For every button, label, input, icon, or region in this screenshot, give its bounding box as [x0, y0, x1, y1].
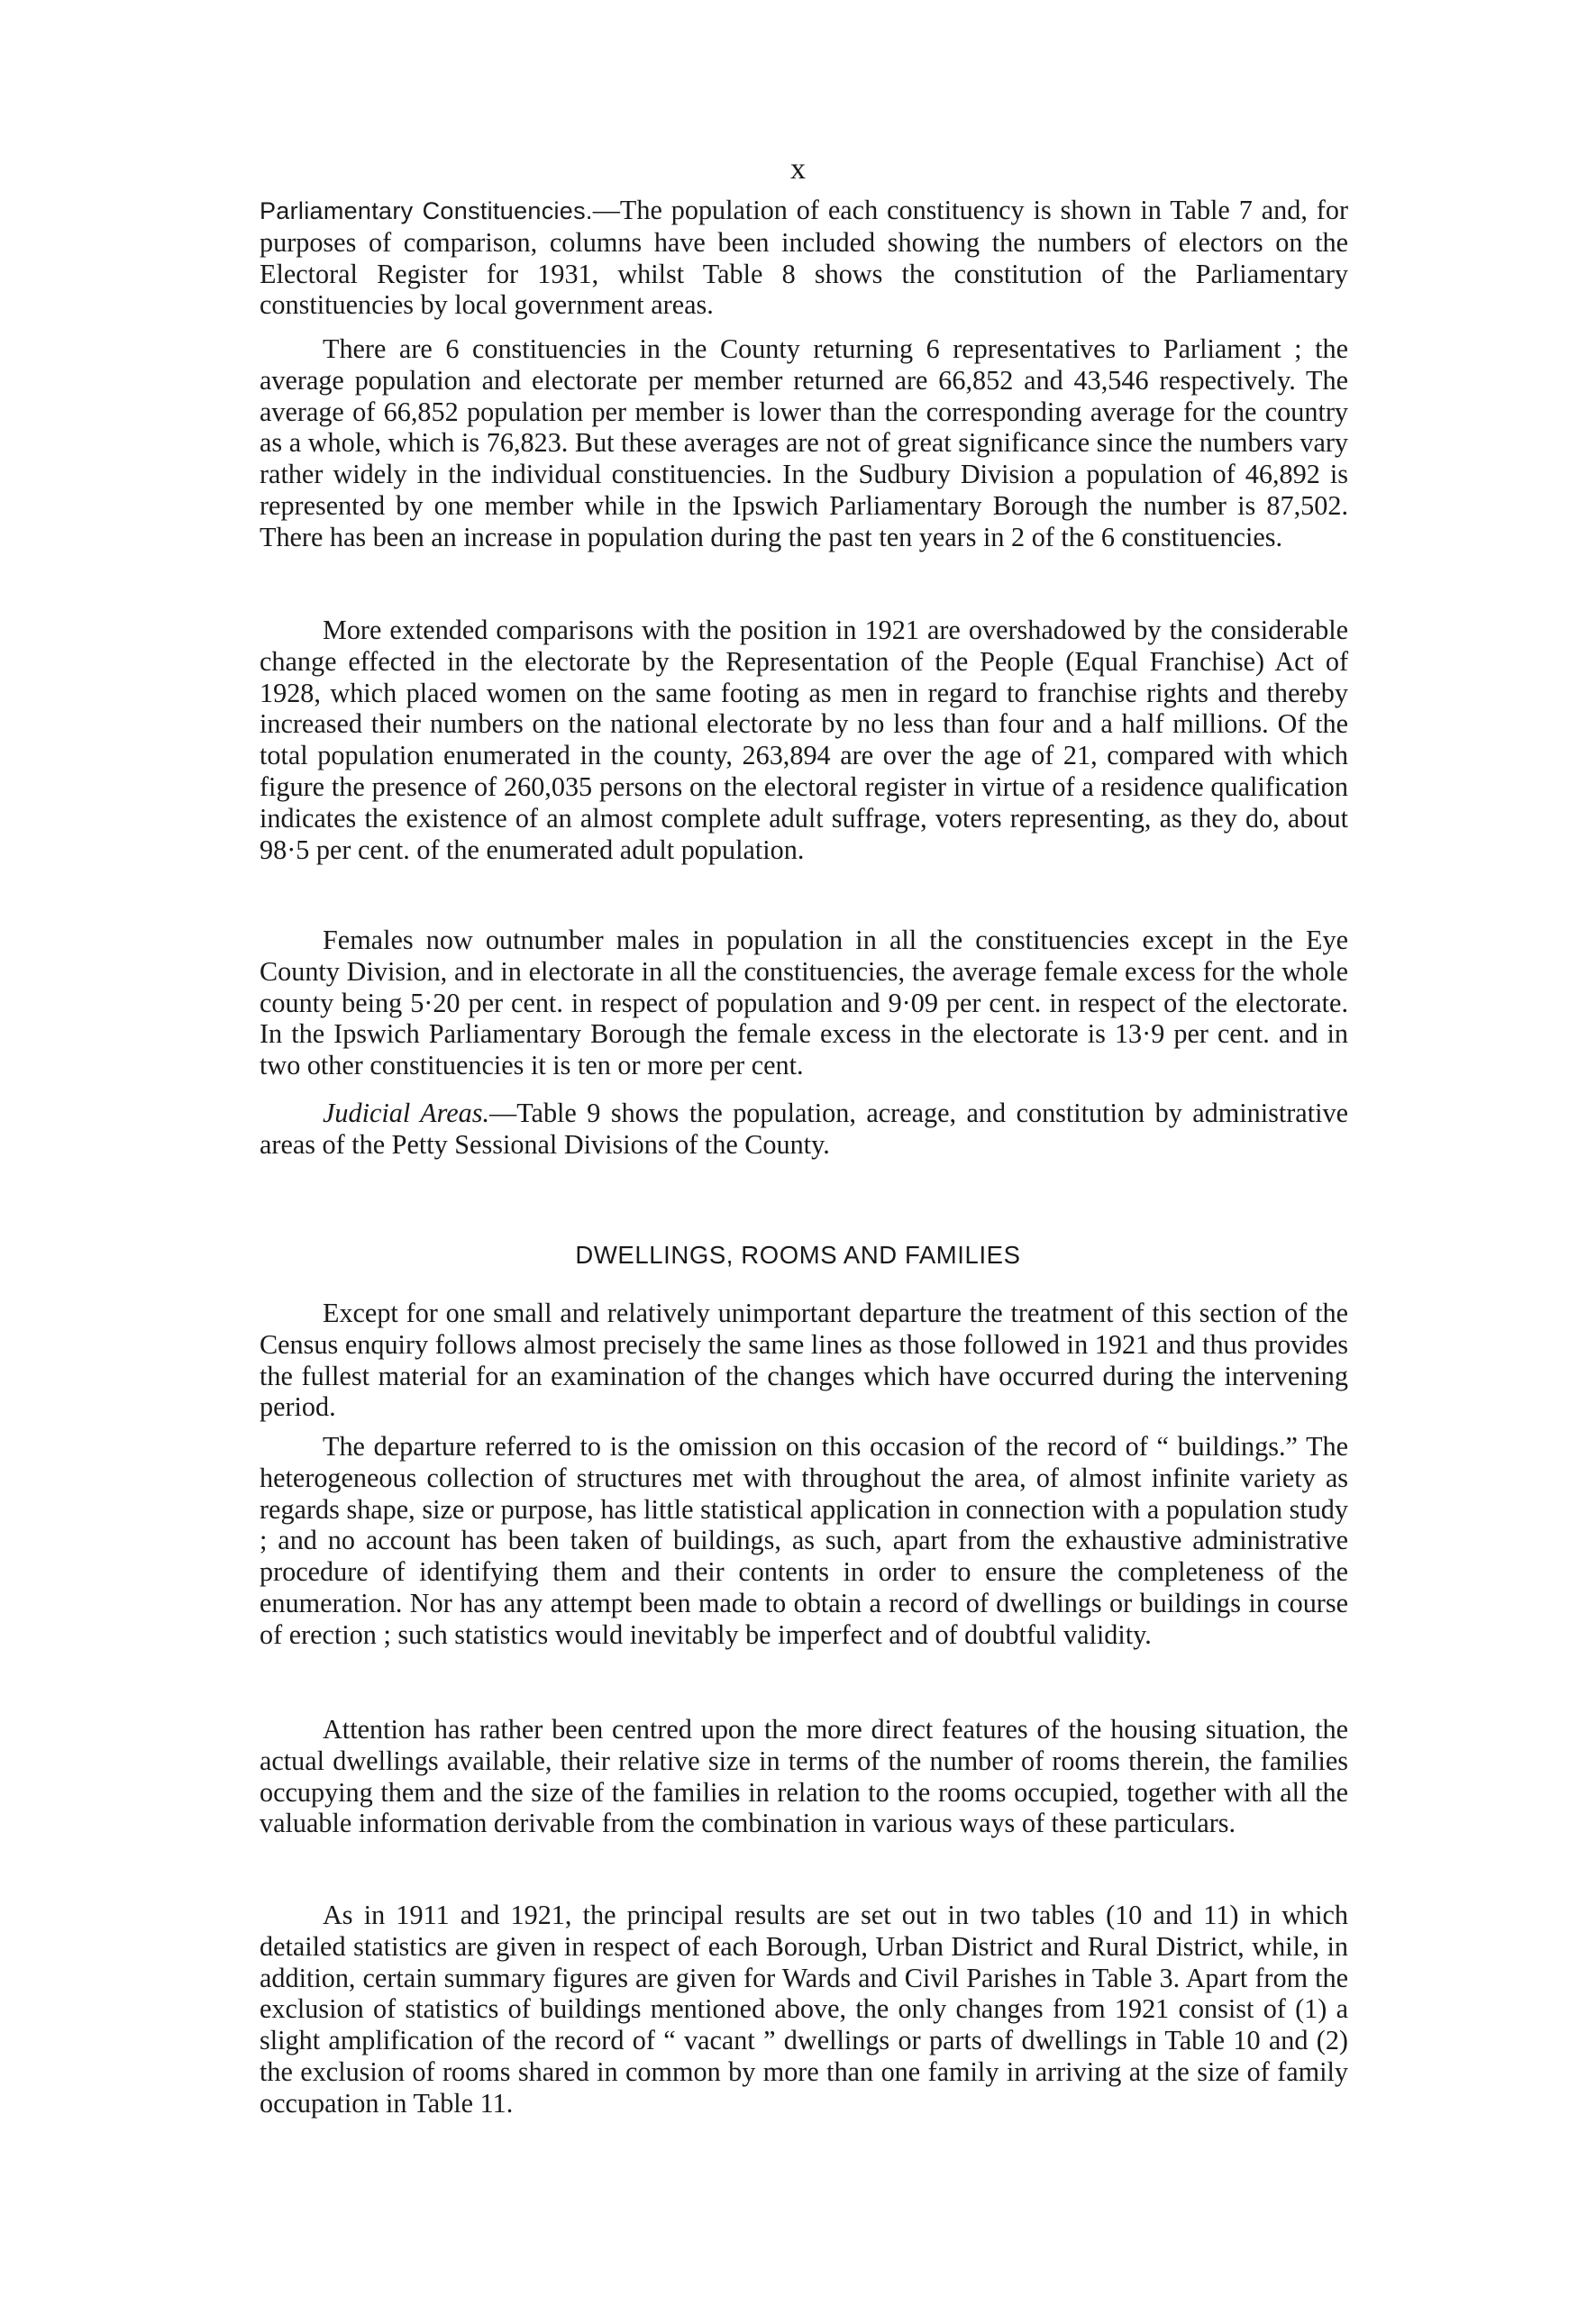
dwellings-paragraph-3-block: [260, 1714, 1348, 1839]
judicial-section: [260, 1098, 1348, 1161]
dwellings-heading: DWELLINGS, ROOMS AND FAMILIES: [575, 1241, 1021, 1269]
page-number: x: [790, 152, 806, 186]
parliamentary-section: [260, 195, 1348, 321]
parliamentary-paragraph-3: More extended comparisons with the position in 1921 are overshadowed by the considerable change effected in the electorate by the Representation of the People (Equal Franchise) Act of 1928, which placed women on the same footing as men in regard to franchise rights and thereby increased their numbers on the national electorate by no less than four and a half millions. Of the total population enumerated in the county, 263,894 are over the age of 21, compared with which figure the presence of 260,035 persons on the electoral register in virtue of a residence qualification indicates the existence of an almost complete adult suffrage, voters representing, as they do, about 98·5 per cent. of the enumerated adult population.: [260, 615, 1348, 865]
dwellings-paragraph-2-block: [260, 1431, 1348, 1651]
judicial-paragraph: [260, 1098, 1348, 1161]
parliamentary-paragraph-4-block: [260, 925, 1348, 1081]
dwellings-paragraph-3: Attention has rather been centred upon the more direct features of the housing situation, the actual dwellings available, their relative size in terms of the number of rooms therein, the families occupying them and the size of the families in relation to the rooms occupied, together with all the valuable information derivable from the combination in various ways of these particulars.: [260, 1714, 1348, 1839]
parliamentary-paragraph-1: [260, 195, 1348, 321]
judicial-paragraph-text: —Table 9 shows the population, acreage, and constitution by administrative areas of the Petty Sessional Divisions of the County.: [260, 1098, 1348, 1160]
parliamentary-paragraph-4: Females now outnumber males in population in all the constituencies except in the Eye County Division, and in electorate in all the constituencies, the average female excess for the whole county being 5·20 per cent. in respect of population and 9·09 per cent. in respect of the electorate. In the Ipswich Parliamentary Borough the female excess in the electorate is 13·9 per cent. and in two other constituencies it is ten or more per cent.: [260, 925, 1348, 1081]
parliamentary-heading: Parliamentary Constituencies.: [260, 197, 593, 224]
parliamentary-paragraph-2: There are 6 constituencies in the County returning 6 representatives to Parliament ; the average population and electorate per member returned are 66,852 and 43,546 respectively. The average of 66,852 population per member is lower than the corresponding average for the country as a whole, which is 76,823. But these averages are not of great significance since the numbers vary rather widely in the individual constituencies. In the Sudbury Division a population of 46,892 is represented by one member while in the Ipswich Parliamentary Borough the number is 87,502. There has been an increase in population during the past ten years in 2 of the 6 constituencies.: [260, 333, 1348, 552]
dwellings-paragraph-4-block: [260, 1900, 1348, 2119]
parliamentary-paragraph-3-block: [260, 615, 1348, 865]
dwellings-paragraph-1: Except for one small and relatively unimportant departure the treatment of this section of the Census enquiry follows almost precisely the same lines as those followed in 1921 and thus provides the fullest material for an examination of the changes which have occurred during the intervening period.: [260, 1298, 1348, 1423]
dwellings-paragraph-1-block: [260, 1298, 1348, 1423]
dwellings-paragraph-4: As in 1911 and 1921, the principal results are set out in two tables (10 and 11) in which detailed statistics are given in respect of each Borough, Urban District and Rural District, while, in addition, certain summary figures are given for Wards and Civil Parishes in Table 3. Apart from the exclusion of statistics of buildings mentioned above, the only changes from 1921 consist of (1) a slight amplification of the record of “ vacant ” dwellings or parts of dwellings in Table 10 and (2) the exclusion of rooms shared in common by more than one family in arriving at the size of family occupation in Table 11.: [260, 1900, 1348, 2119]
dwellings-paragraph-2: The departure referred to is the omission on this occasion of the record of “ buildings.” The heterogeneous collection of structures met with throughout the area, of almost infinite variety as regards shape, size or purpose, has little statistical application in connection with a population study ; and no account has been taken of buildings, as such, apart from the exhaustive administrative procedure of identifying them and their contents in order to ensure the completeness of the enumeration. Nor has any attempt been made to obtain a record of dwellings or buildings in course of erection ; such statistics would inevitably be imperfect and of doubtful validity.: [260, 1431, 1348, 1650]
judicial-heading: Judicial Areas.: [323, 1098, 490, 1128]
parliamentary-paragraph-1-text: —The population of each constituency is shown in Table 7 and, for purposes of comparison, columns have been included showing the numbers of electors on the Electoral Register for 1931, whilst Table 8 shows the constitution of the Parliamentary constituencies by local government areas.: [260, 195, 1349, 321]
parliamentary-paragraph-2-block: [260, 333, 1348, 553]
